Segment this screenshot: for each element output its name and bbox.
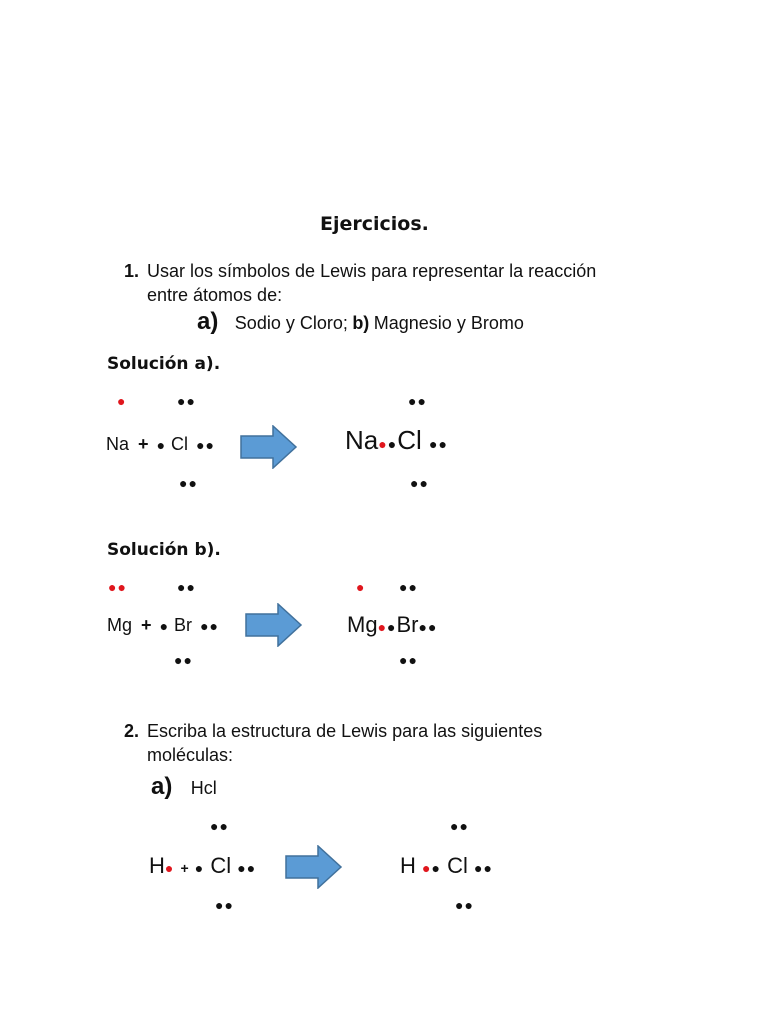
reaction-arrow-b [245,603,303,647]
exercise-2-plus: + [180,860,189,876]
cl-bonding-electron: ● [387,436,398,452]
solution-b-product [347,612,437,638]
nacl-top-electron-pair: ●● [408,393,427,409]
h-bonding-electron: ● [422,860,432,876]
exercise-2-product-left: H [400,853,416,878]
br-right-electron-pair: ●● [200,618,219,634]
nacl-right-electron-pair: ●● [428,436,448,452]
exercise-2-text-line1: Escriba la estructura de Lewis para las siguientes [147,721,543,741]
solution-b-reactants [107,615,219,636]
exercise-1-sub-a-letter: a) [197,308,219,335]
br-left-electron: ● [159,618,170,634]
page-title: Ejercicios. [320,213,429,235]
cl-right-electron-pair-2: ●● [237,860,257,876]
exercise-2-subitem-a [151,773,217,801]
h-valence-electron: ● [164,860,175,876]
exercise-2-sub-a-letter: a) [151,773,173,800]
exercise-1-sub-b-letter: b) [352,313,370,333]
solution-a-product-right: Cl [397,425,422,455]
solution-a-label: Solución a). [107,354,221,374]
exercise-2-number: 2. [124,721,140,741]
exercise-1-subitems [197,308,524,336]
solution-b-label: Solución b). [107,540,221,560]
hcl-product-top-electron-pair: ●● [450,818,469,834]
solution-b-plus: + [141,615,152,635]
br-bonding-electron: ● [387,619,397,635]
exercise-2-product [400,853,493,879]
cl-right-electron-pair: ●● [196,437,215,453]
exercise-1-text-line2: entre átomos de: [147,285,283,305]
mg-valence-electron-pair: ●● [108,579,127,595]
solution-b-reactant-2: Br [174,615,193,635]
exercise-2-reactants [149,853,256,879]
solution-b-product-left: Mg [347,612,378,637]
solution-a-plus: + [138,434,149,454]
mgbr-bottom-electron-pair: ●● [399,652,418,668]
cl-left-electron-2: ● [194,860,205,876]
solution-a-reactants [106,434,215,455]
exercise-1-number: 1. [124,261,140,281]
cl-left-electron: ● [156,437,167,453]
solution-b-product-right: Br [396,612,419,637]
cl-bottom-electron-pair: ●● [179,475,198,491]
hcl-product-right-electron-pair: ●● [473,860,493,876]
solution-a-reactant-2: Cl [171,434,189,454]
exercise-2-reactant-1: H [149,853,165,878]
exercise-2-reactant-2: Cl [210,853,232,878]
cl-bonding-electron-2: ● [431,860,441,876]
hcl-reactant-bottom-electron-pair: ●● [215,897,234,913]
solution-a-reactant-1: Na [106,434,130,454]
nacl-bottom-electron-pair: ●● [410,475,429,491]
solution-a-product-left: Na [345,425,379,455]
exercise-2-sub-a-text: Hcl [190,778,217,798]
br-top-electron-pair: ●● [177,579,196,595]
reaction-arrow-a [240,425,298,469]
na-bonding-electron: ● [378,436,388,452]
solution-b-reactant-1: Mg [107,615,133,635]
mgbr-mg-remaining-electron: ● [356,579,366,595]
br-bottom-electron-pair: ●● [174,652,193,668]
hcl-product-bottom-electron-pair: ●● [455,897,474,913]
reaction-arrow-c [285,845,343,889]
hcl-reactant-top-electron-pair: ●● [210,818,229,834]
exercise-1-sub-a-text: Sodio y Cloro; [234,313,348,333]
exercise-2-text-line2: moléculas: [147,745,234,765]
exercise-2-product-right: Cl [447,853,468,878]
na-valence-electron: ● [117,393,127,409]
exercise-1-sub-b-text: Magnesio y Bromo [373,313,524,333]
mgbr-right-electron-pair: ●● [418,619,438,635]
cl-top-electron-pair: ●● [177,393,196,409]
exercise-1-text-line1: Usar los símbolos de Lewis para representar la reacción [147,261,597,281]
solution-a-product [345,425,448,456]
mg-bonding-electron: ● [377,619,388,635]
mgbr-top-electron-pair: ●● [399,579,418,595]
